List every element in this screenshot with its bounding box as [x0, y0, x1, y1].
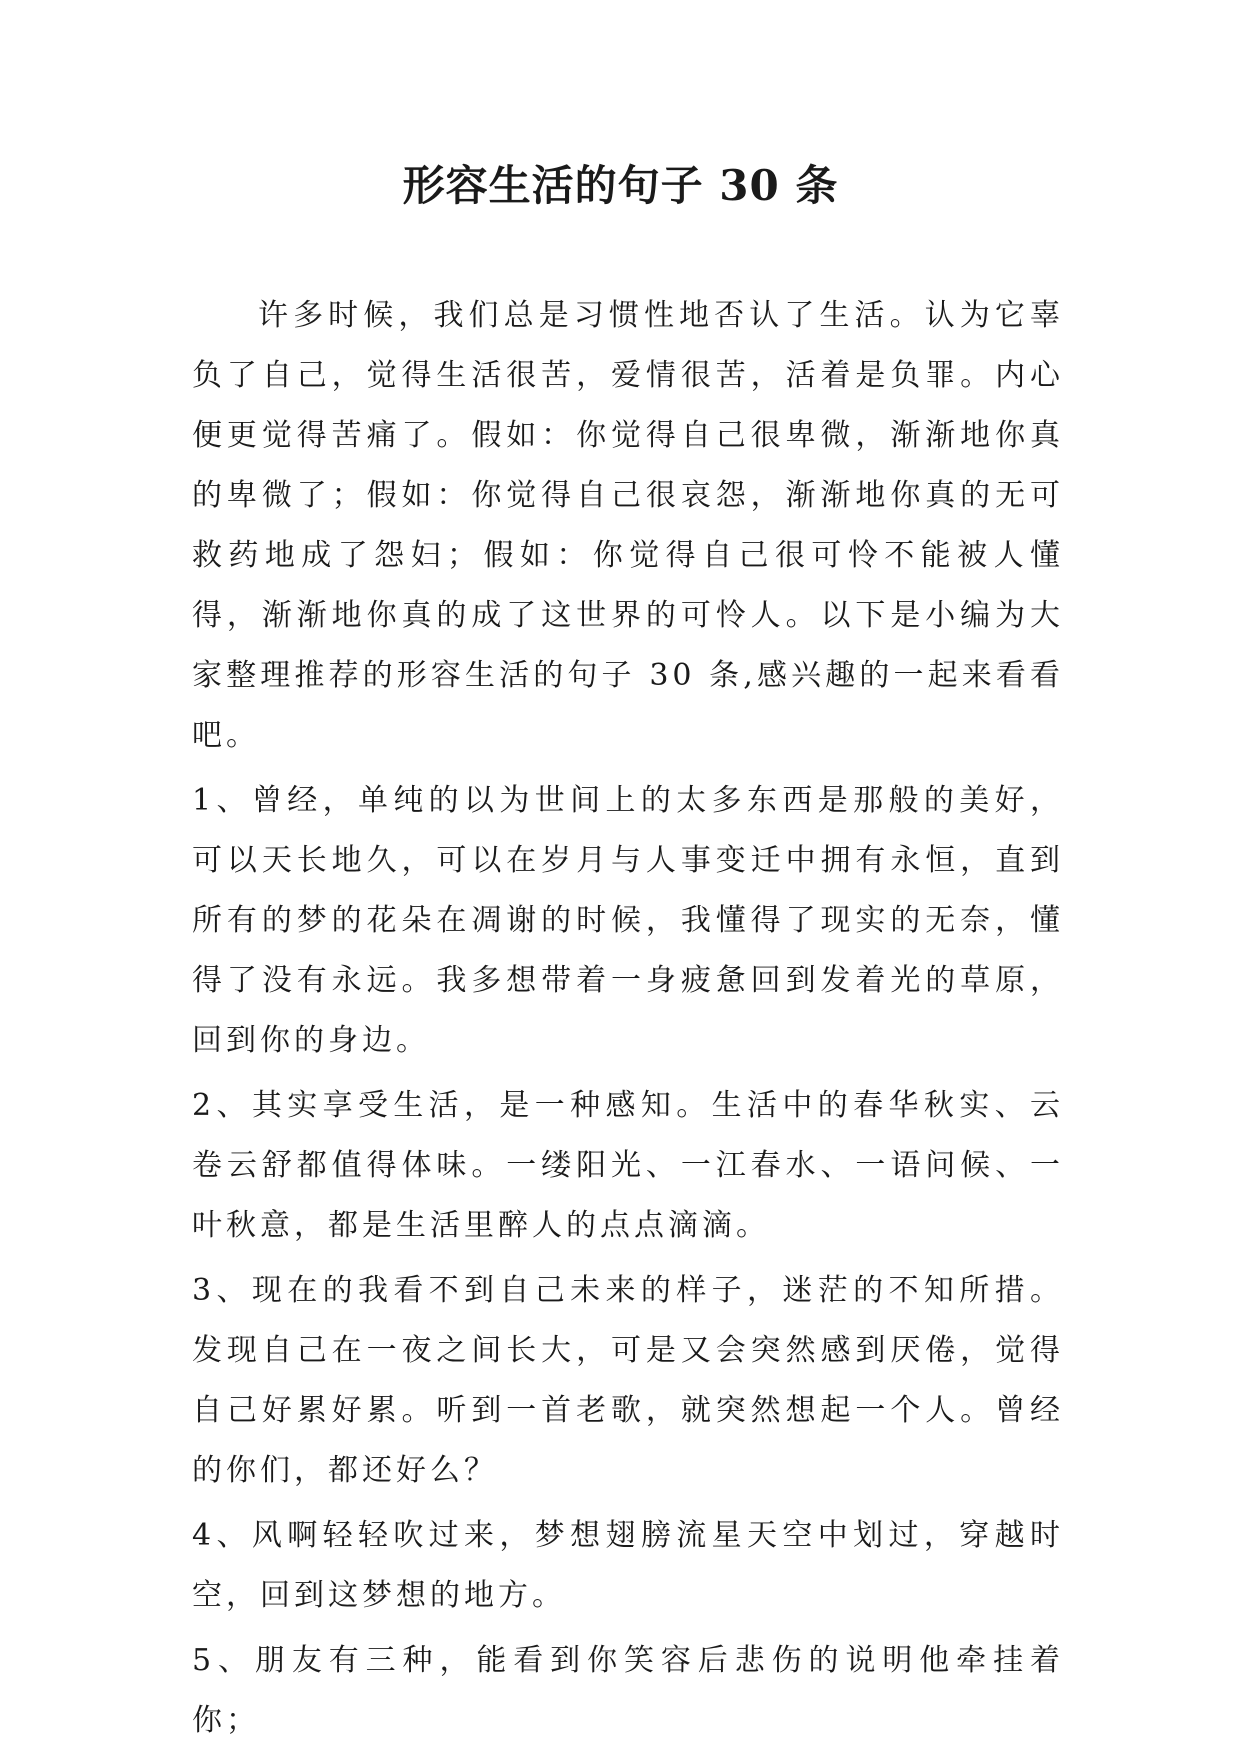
intro-paragraph: 许多时候，我们总是习惯性地否认了生活。认为它辜负了自己，觉得生活很苦，爱情很苦，活着是负罪。内心便更觉得苦痛了。假如：你觉得自己很卑微，渐渐地你真的卑微了；假如：你觉得自己很哀怨，渐渐地你真的无可救药地成了怨妇；假如：你觉得自己很可怜不能被人懂得，渐渐地你真的成了这世界的可怜人。以下是小编为大家整理推荐的形容生活的句子 30 条,感兴趣的一起来看看吧。: [192, 298, 1064, 753]
document-body: [192, 286, 1064, 1756]
list-item: 1、曾经，单纯的以为世间上的太多东西是那般的美好，可以天长地久，可以在岁月与人事变迁中拥有永恒，直到所有的梦的花朵在凋谢的时候，我懂得了现实的无奈，懂得了没有永远。我多想带着一身疲惫回到发着光的草原，回到你的身边。: [192, 783, 1064, 1058]
document-title: 形容生活的句子 30 条: [402, 161, 839, 210]
list-item: 5、朋友有三种，能看到你笑容后悲伤的说明他牵挂着你；: [192, 1643, 1064, 1738]
list-item: 4、风啊轻轻吹过来，梦想翅膀流星天空中划过，穿越时空，回到这梦想的地方。: [192, 1518, 1064, 1613]
list-item: 3、现在的我看不到自己未来的样子，迷茫的不知所措。发现自己在一夜之间长大，可是又会突然感到厌倦，觉得自己好累好累。听到一首老歌，就突然想起一个人。曾经的你们，都还好么？: [192, 1273, 1064, 1488]
list-item: 2、其实享受生活，是一种感知。生活中的春华秋实、云卷云舒都值得体味。一缕阳光、一江春水、一语问候、一叶秋意，都是生活里醉人的点点滴滴。: [192, 1088, 1064, 1243]
